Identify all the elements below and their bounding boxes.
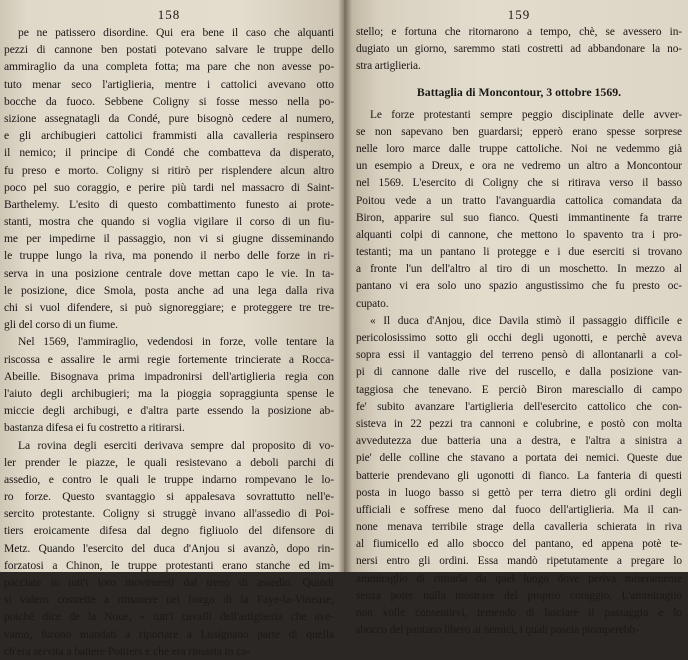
text-line: riscossa e assalire le armi regie fortemente trincierate a Rocca- bbox=[4, 352, 334, 366]
text-line: fe' subito avanzare l'artiglieria dell'esercito cattolico che con- bbox=[356, 400, 682, 413]
left-page-body bbox=[4, 24, 334, 660]
text-line: sopra essi il vantaggio del terreno pensò di allontanarli a col- bbox=[356, 349, 682, 362]
text-line: a fronte l'un dell'altro al tiro di un moschetto. In mezzo al bbox=[356, 263, 682, 276]
text-line: ler prender le piazze, le quali resistevano a deboli parchi di bbox=[4, 455, 334, 469]
section-heading: Battaglia di Moncontour, 3 ottobre 1569. bbox=[416, 84, 622, 99]
text-line: il nemico; il principe di Condé che combatteva da disperato, bbox=[4, 146, 334, 160]
text-line: poichè dice de la Noue, « tutt'i cavalli dell'artiglieria che ave- bbox=[4, 610, 334, 624]
right-page-number: 159 bbox=[507, 7, 531, 22]
text-line: Poitou vede a un tratto l'avanguardia cattolica comandata da bbox=[356, 194, 682, 207]
text-line: nersi entro gli ordini. Essa mandò ripetutamente a pregare lo bbox=[356, 555, 682, 568]
text-line: Biron, apparire sul suo fianco. Questi immantinente fa trarre bbox=[356, 211, 682, 224]
right-page bbox=[344, 0, 688, 637]
text-line: non volle consentirvi, temendo di lasciare il passaggio e lo bbox=[356, 607, 682, 619]
text-line: Barthelemy. L'esito di questo combattimento funesto ai prote- bbox=[4, 197, 334, 211]
text-line: Abeille. Bisognava prima impadronirsi dell'artiglieria regia con bbox=[4, 369, 334, 383]
right-page-body bbox=[356, 107, 682, 640]
text-line: posta in luogo basso si gettò per terra dietro gli ordini degli bbox=[356, 486, 682, 499]
text-line: senza poter nulla mostrare del proprio coraggio. L'ammiraglio bbox=[356, 589, 682, 602]
text-line: me per impedirne il passaggio, non vi si giugne disseminando bbox=[4, 232, 334, 246]
text-line: sisteva in 22 pezzi tra cannoni e colubrine, e postò con molta bbox=[356, 417, 682, 430]
text-line: forzatosi a Chinon, le truppe protestanti erano stanche ed im- bbox=[4, 558, 334, 572]
text-line: ro forze. Questo svantaggio si appalesava sovrattutto nell'e- bbox=[4, 490, 334, 504]
text-line: serva in una posizione centrale dove mettan capo le vie. In ta- bbox=[4, 266, 334, 280]
text-line: chi si vuol difendere, si può signoreggiare; e proteggere tre tre- bbox=[4, 301, 334, 314]
text-line: batterie prendevano gli ugonotti di fianco. La fanteria di questi bbox=[356, 469, 682, 482]
text-line: pericolosissimo sotto gli occhi degli ugonotti, e perchè aveva bbox=[356, 332, 682, 344]
text-line: pezzi di cannone ben postati potevano salvare le truppe dello bbox=[4, 43, 334, 57]
text-line: stello; e fortuna che ritornarono a tempo, chè, se avessero in- bbox=[356, 26, 682, 38]
text-line: stanti, mostra che quando si voglia vigilare il corso di un fiu- bbox=[4, 215, 334, 229]
text-line: gli del corso di un fiume. bbox=[4, 318, 118, 332]
text-line: l'aiuto degli archibugieri; ma la pioggia sopraggiunta spense le bbox=[4, 386, 334, 400]
text-line: si videro costrette a rimanere nel borgo di la Faye-la-Vineuse, bbox=[4, 593, 334, 607]
text-line: sercito protestante. Coligny si struggè invano all'assedio di Poi- bbox=[4, 507, 334, 521]
text-line: sizione assegnatagli da Condé, pure bisognò cedere al numero, bbox=[4, 111, 334, 125]
text-line: pacciate in tutt'i loro movimenti dal treno di assedio. Quindi bbox=[4, 576, 334, 589]
text-line: cupato. bbox=[356, 297, 389, 310]
text-line: taggiosa che tenevano. E perciò Biron maresciallo di campo bbox=[356, 383, 682, 396]
text-line: nelle loro marce dalle truppe cattoliche. Noi ne vedemmo già bbox=[356, 142, 682, 155]
text-line: ammiraglio da una completa fotta; ma pare che non avesse po- bbox=[4, 60, 334, 74]
text-line: pi di cannone dalle rive del ruscello, e dalla posizione van- bbox=[356, 366, 682, 379]
text-line: sbocco del pantano libero ai nemici, i quali poscia piomperebb- bbox=[356, 624, 639, 637]
text-line: pie' delle colline che stavano a portata dei nemici. Queste due bbox=[356, 452, 682, 465]
text-line: dugiato un giorno, saremmo stati costretti ad abbandonare la no- bbox=[356, 43, 682, 56]
text-line: ammiraglio di ritirarla da quel luogo dove periva miseramente bbox=[356, 572, 682, 585]
text-line: alquanti colpi di cannone, che mettono lo spavento tra i pro- bbox=[356, 228, 682, 241]
text-line: La rovina degli eserciti derivava sempre dal proposito di vo- bbox=[18, 438, 334, 452]
text-line: Le forze protestanti sempre peggio disciplinate delle avver- bbox=[370, 108, 682, 121]
text-line: le truppe lungo la riva, ma ponendo il nerbo delle forze in ri- bbox=[4, 249, 334, 263]
text-line: ch'era servita a battere Poitiers e che era rimasta in ca- bbox=[4, 644, 251, 658]
text-line: tuto menar seco l'artiglieria, mentre i cattolici avevano otto bbox=[4, 77, 334, 91]
text-line: « Il duca d'Anjou, dice Davila stimò il passaggio difficile e bbox=[370, 314, 682, 327]
text-line: pe ne patissero disordine. Qui era bene il caso che alquanti bbox=[18, 26, 334, 39]
left-page-number: 158 bbox=[157, 7, 181, 22]
text-line: vamo, furono mandati a riportare a Lusignano parte di quella bbox=[4, 627, 334, 641]
text-line: tiers eroicamente difesa dal degno figliuolo del difensore di bbox=[4, 524, 334, 538]
text-line: nel 1569. L'esercito di Coligny che si ritirava verso il basso bbox=[356, 177, 682, 190]
text-line: ufficiali e soffrese meno dal fuoco dell'artiglieria. Ma il can- bbox=[356, 503, 682, 516]
text-line: miccie degli archibugi, e d'altra parte essendo la posizione ab- bbox=[4, 404, 334, 418]
text-line: bastanza difesa ei fu costretto a ritirarsi. bbox=[4, 421, 185, 435]
text-line: avvedutezza due batteria una a destra, e l'altra a sinistra a bbox=[356, 435, 682, 448]
text-line: fu preso e morto. Coligny si ritirò per risplendere alcun altro bbox=[4, 163, 334, 177]
text-line: assedio, e contro le quali le truppe indarno rompevano le lo- bbox=[4, 472, 334, 486]
left-page bbox=[0, 0, 344, 658]
text-line: Nel 1569, l'ammiraglio, vedendosi in forze, volle tentare la bbox=[18, 335, 334, 349]
text-line: bocche da fuoco. Sebbene Coligny si fosse messo nella po- bbox=[4, 94, 334, 108]
text-line: le posizione, dice Smola, posta anche ad una lega dalla riva bbox=[4, 283, 334, 297]
text-line: e gli archibugieri cattolici frammisti alla cavalleria respinsero bbox=[4, 129, 334, 143]
text-line: se non sapevano ben guardarsi; epperò erano spesse sorprese bbox=[356, 125, 682, 138]
right-page-intro bbox=[356, 24, 682, 76]
text-line: testanti; ma un pantano li protegge e i due eserciti si trovano bbox=[356, 246, 682, 259]
text-line: stra artiglieria. bbox=[356, 60, 421, 73]
text-line: al fiumicello ed allo sbocco del pantano, ed appena potè te- bbox=[356, 538, 682, 551]
text-line: pantano vi era solo uno spazio angustissimo che fu presto oc- bbox=[356, 280, 682, 293]
text-line: none menava terribile strage della cavalleria schierata in riva bbox=[356, 521, 682, 534]
text-line: poco pel suo coraggio, e perire più tardi nel massacro di Saint- bbox=[4, 180, 334, 194]
text-line: un esempio a Dreux, e ora ne vedremo un altro a Moncontour bbox=[356, 160, 682, 173]
text-line: Metz. Quando l'esercito del duca d'Anjou si avanzò, dopo rin- bbox=[4, 541, 334, 555]
